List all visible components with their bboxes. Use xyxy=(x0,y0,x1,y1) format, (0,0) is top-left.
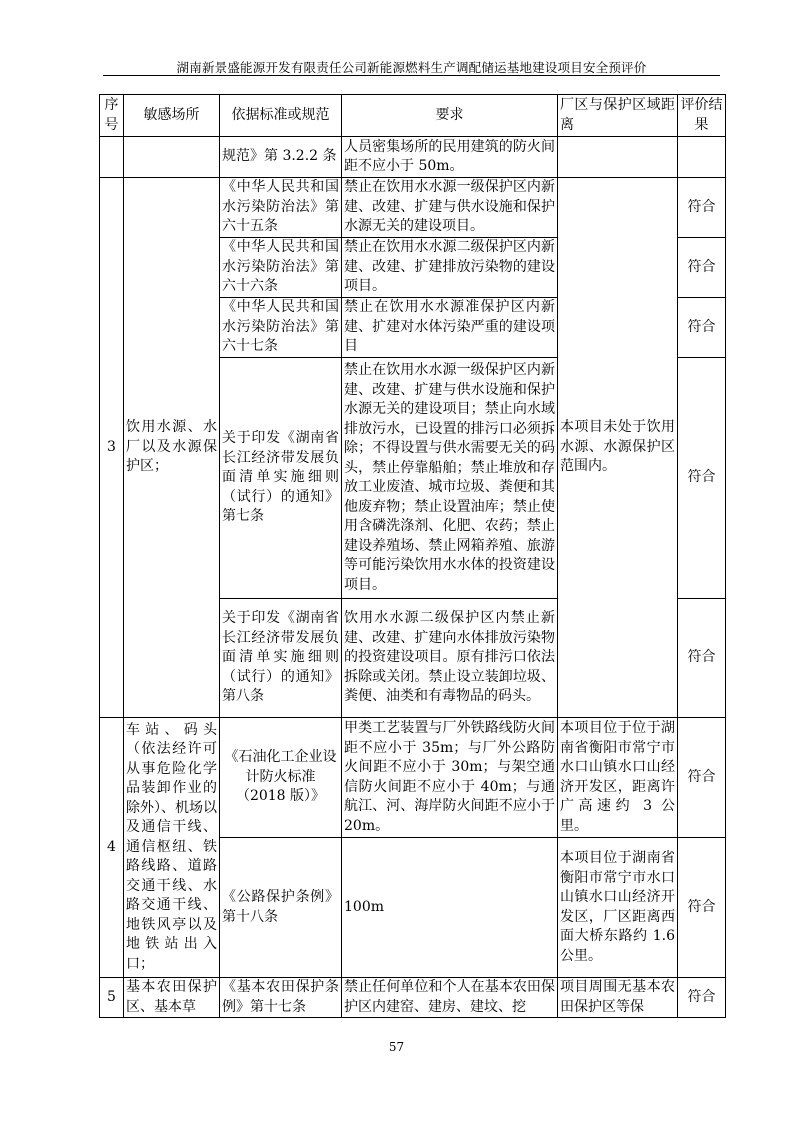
table-row xyxy=(100,978,726,1018)
basis-cell: 《石油化工企业设计防火标准（2018 版）》 xyxy=(220,718,342,838)
requirement-cell: 禁止在饮用水水源一级保护区内新建、改建、扩建与供水设施和保护水源无关的建设项目；禁止向水域排放污水，已设置的排污口必须拆除；不得设置与供水需要无关的码头，禁止停靠船舶；禁止堆放和存放工业废渣、城市垃圾、粪便和其他废弃物；禁止设置油库；禁止使用含磷洗涤剂、化肥、农药；禁止建设养殖场、禁止网箱养殖、旅游等可能污染饮用水水体的投资建设项目。 xyxy=(342,358,558,599)
distance-cell: 本项目位于位于湖南省衡阳市常宁市水口山镇水口山经济开发区，距离许广高速约 3 公里。 xyxy=(558,718,678,838)
header-rule xyxy=(103,75,720,76)
header-seq: 序号 xyxy=(100,95,124,137)
result-cell: 符合 xyxy=(678,718,726,838)
table-header-row xyxy=(100,95,726,137)
requirement-cell: 饮用水水源二级保护区内禁止新建、改建、扩建向水体排放污染物的投资建设项目。原有排污口依法拆除或关闭。禁止设立装卸垃圾、粪便、油类和有毒物品的码头。 xyxy=(342,599,558,718)
table-row xyxy=(100,718,726,838)
header-place: 敏感场所 xyxy=(124,95,220,137)
document-header: 湖南新景盛能源开发有限责任公司新能源燃料生产调配储运基地建设项目安全预评价 xyxy=(176,60,647,75)
seq-cell xyxy=(100,137,124,178)
place-cell xyxy=(124,137,220,178)
requirement-cell: 甲类工艺装置与厂外铁路线防火间距不应小于 35m；与厂外公路防火间距不应小于 30m；与架空通信防火间距不应小于 40m；与通航江、河、海岸防火间距不应小于 20m。 xyxy=(342,718,558,838)
header-distance: 厂区与保护区域距离 xyxy=(558,95,678,137)
safety-evaluation-table xyxy=(99,94,726,1018)
header-requirement: 要求 xyxy=(342,95,558,137)
result-cell xyxy=(678,137,726,178)
result-cell: 符合 xyxy=(678,978,726,1018)
seq-cell: 4 xyxy=(100,718,124,978)
basis-cell: 《中华人民共和国水污染防治法》第六十六条 xyxy=(220,238,342,298)
result-cell: 符合 xyxy=(678,838,726,978)
requirement-cell: 禁止在饮用水水源一级保护区内新建、改建、扩建与供水设施和保护水源无关的建设项目。 xyxy=(342,178,558,238)
distance-cell: 本项目位于湖南省衡阳市常宁市水口山镇水口山经济开发区，厂区距离西面大桥东路约 1.6 公里。 xyxy=(558,838,678,978)
requirement-cell: 禁止任何单位和个人在基本农田保护区内建窑、建房、建坟、挖 xyxy=(342,978,558,1018)
basis-cell: 规范》第 3.2.2 条 xyxy=(220,137,342,178)
place-cell: 饮用水源、水厂以及水源保护区； xyxy=(124,178,220,718)
result-cell: 符合 xyxy=(678,358,726,599)
distance-cell: 本项目未处于饮用水源、水源保护区范围内。 xyxy=(558,178,678,718)
requirement-cell: 禁止在饮用水水源准保护区内新建、扩建对水体污染严重的建设项目 xyxy=(342,298,558,358)
result-cell: 符合 xyxy=(678,599,726,718)
requirement-cell: 100m xyxy=(342,838,558,978)
result-cell: 符合 xyxy=(678,298,726,358)
place-cell: 基本农田保护区、基本草 xyxy=(124,978,220,1018)
page-number: 57 xyxy=(388,1040,405,1054)
basis-cell: 关于印发《湖南省长江经济带发展负面清单实施细则（试行）的通知》第七条 xyxy=(220,358,342,599)
header-result: 评价结果 xyxy=(678,95,726,137)
requirement-cell: 人员密集场所的民用建筑的防火间距不应小于 50m。 xyxy=(342,137,558,178)
seq-cell: 5 xyxy=(100,978,124,1018)
basis-cell: 《基本农田保护条例》第十七条 xyxy=(220,978,342,1018)
basis-cell: 《公路保护条例》第十八条 xyxy=(220,838,342,978)
distance-cell xyxy=(558,137,678,178)
table-row xyxy=(100,178,726,238)
requirement-cell: 禁止在饮用水水源二级保护区内新建、改建、扩建排放污染物的建设项目。 xyxy=(342,238,558,298)
result-cell: 符合 xyxy=(678,178,726,238)
table-row xyxy=(100,137,726,178)
header-basis: 依据标准或规范 xyxy=(220,95,342,137)
basis-cell: 关于印发《湖南省长江经济带发展负面清单实施细则（试行）的通知》第八条 xyxy=(220,599,342,718)
place-cell: 车站、码头（依法经许可从事危险化学品装卸作业的除外）、机场以及通信干线、通信枢纽、铁路线路、道路交通干线、水路交通干线、地铁风亭以及地铁站出入口； xyxy=(124,718,220,978)
basis-cell: 《中华人民共和国水污染防治法》第六十五条 xyxy=(220,178,342,238)
basis-cell: 《中华人民共和国水污染防治法》第六十七条 xyxy=(220,298,342,358)
seq-cell: 3 xyxy=(100,178,124,718)
distance-cell: 项目周围无基本农田保护区等保 xyxy=(558,978,678,1018)
result-cell: 符合 xyxy=(678,238,726,298)
